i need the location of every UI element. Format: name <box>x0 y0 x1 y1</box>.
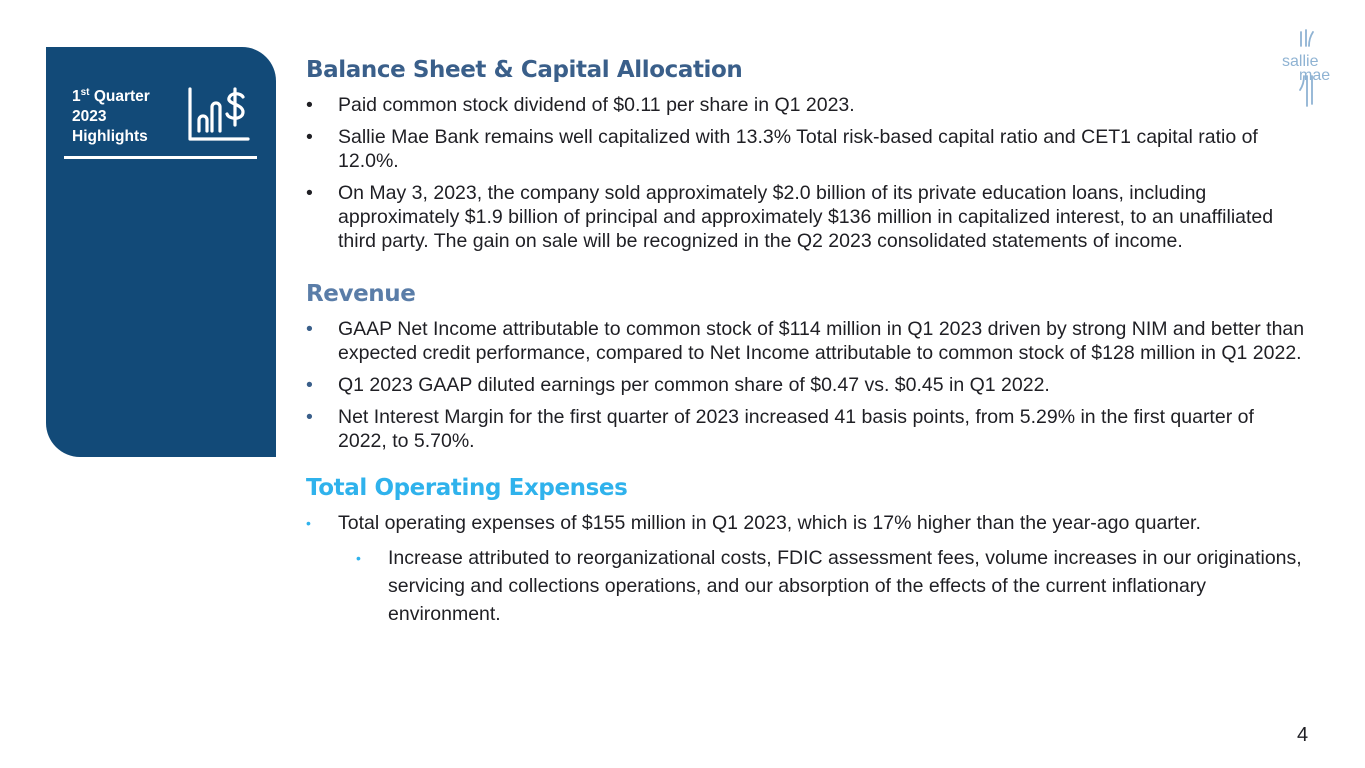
bullet-icon: • <box>306 374 313 396</box>
bullet-icon: • <box>306 318 313 340</box>
main-content <box>306 55 1306 628</box>
bullet-icon: • <box>306 406 313 428</box>
revenue-bullets <box>306 317 1306 453</box>
bullet-icon: • <box>356 550 361 566</box>
highlights-label <box>72 87 150 147</box>
section-title-operating-expenses: Total Operating Expenses <box>306 475 628 501</box>
operating-expenses-sub-bullets <box>356 544 1306 628</box>
panel-divider <box>64 156 257 159</box>
list-item: • Increase attributed to reorganizational costs, FDIC assessment fees, volume increases in our originations, servicing and collections operations, and our absorption of the effects of the current inflationary environment. <box>356 544 1306 628</box>
list-item: • On May 3, 2023, the company sold approximately $2.0 billion of its private education loans, including approximately $1.9 billion of principal and approximately $136 million in capitalized interest, to an unaffiliated third party. The gain on sale will be recognized in the Q2 2023 consolidated statements of income. <box>306 182 1274 252</box>
page-number: 4 <box>1297 724 1309 746</box>
list-item: • GAAP Net Income attributable to common stock of $114 million in Q1 2023 driven by strong NIM and better than expected credit performance, compared to Net Income attributable to common stock of $128 million in Q1 2022. <box>306 318 1305 364</box>
bullet-icon: • <box>306 515 311 531</box>
highlights-line: Highlights <box>72 128 148 145</box>
bullet-icon: • <box>306 182 313 204</box>
section-title-revenue: Revenue <box>306 281 416 307</box>
bullet-icon: • <box>306 94 313 116</box>
bullet-icon: • <box>306 126 313 148</box>
list-item: • Sallie Mae Bank remains well capitalized with 13.3% Total risk-based capital ratio and CET1 capital ratio of 12.0%. <box>306 126 1258 172</box>
quarter-line: 1st Quarter <box>72 87 150 105</box>
year-line: 2023 <box>72 108 107 125</box>
chart-dollar-icon <box>186 87 252 143</box>
operating-expenses-bullets <box>306 509 1306 538</box>
logo-text-bottom: mae <box>1299 67 1331 84</box>
list-item: • Net Interest Margin for the first quarter of 2023 increased 41 basis points, from 5.29% in the first quarter of 2022, to 5.70%. <box>306 406 1254 452</box>
list-item: • Q1 2023 GAAP diluted earnings per common share of $0.47 vs. $0.45 in Q1 2022. <box>306 374 1050 396</box>
list-item: • Paid common stock dividend of $0.11 per share in Q1 2023. <box>306 94 855 116</box>
highlights-panel <box>46 47 276 457</box>
list-item: • Total operating expenses of $155 million in Q1 2023, which is 17% higher than the year-ago quarter. <box>306 509 1306 538</box>
balance-sheet-bullets <box>306 93 1306 253</box>
logo-text-top: sallie <box>1282 53 1319 70</box>
section-title-balance-sheet: Balance Sheet & Capital Allocation <box>306 57 743 83</box>
